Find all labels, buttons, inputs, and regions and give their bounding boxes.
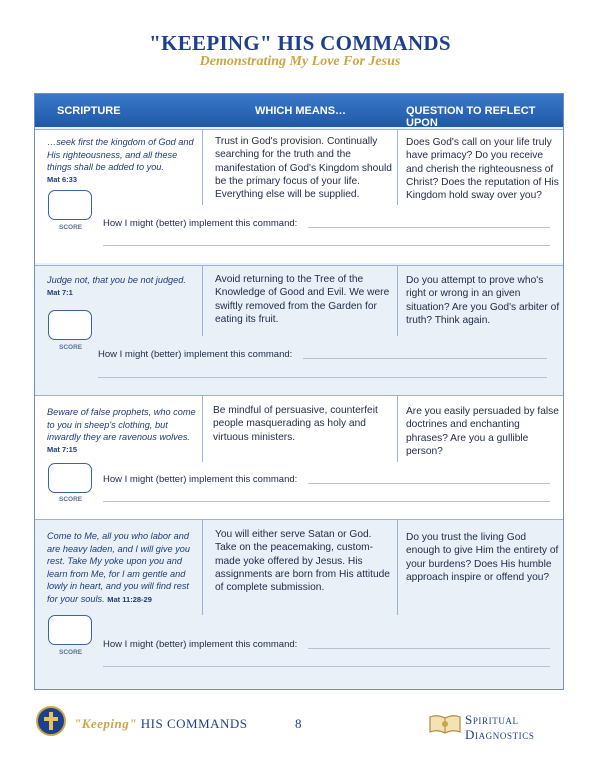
implement-prompt: How I might (better) implement this command: <box>98 349 293 360</box>
score-label: SCORE <box>59 496 83 503</box>
reflection-question: Are you easily persuaded by false doctrines and enchanting phrases? Are you a gullible person? <box>406 406 559 457</box>
commands-table <box>34 93 564 690</box>
implement-answer-line[interactable] <box>303 358 547 359</box>
scripture-text: Judge not, that you be not judged. Mat 7:1 <box>47 274 197 299</box>
column-header-which-means: WHICH MEANS… <box>255 105 347 117</box>
column-header-question: QUESTION TO REFLECT UPON <box>406 105 536 129</box>
page-title: "KEEPING" HIS COMMANDS <box>149 31 451 55</box>
meaning-text: You will either serve Satan or God. Take on the peacemaking, custom-made yoke offered by Jesus. His assignments are born from His attitude of complete submission. <box>215 529 390 594</box>
table-row <box>35 395 563 519</box>
implement-answer-line[interactable] <box>308 227 550 228</box>
column-header-scripture: SCRIPTURE <box>57 105 121 117</box>
score-box[interactable] <box>48 190 92 220</box>
open-book-icon <box>428 713 462 735</box>
score-label: SCORE <box>59 344 83 351</box>
score-box[interactable] <box>48 463 92 493</box>
implement-prompt: How I might (better) implement this command: <box>103 639 298 650</box>
implement-prompt: How I might (better) implement this command: <box>103 474 298 485</box>
scripture-reference: Mat 11:28-29 <box>107 594 152 604</box>
implement-answer-line[interactable] <box>308 648 550 649</box>
footer-title: "Keeping" HIS COMMANDS <box>74 716 248 731</box>
scripture-text: Come to Me, all you who labor and are heavy laden, and I will give you rest. Take My yoke upon you and learn from Me, for I am gentle and lowly in heart, and you will find rest for your souls. Mat 11:28-29 <box>47 531 191 604</box>
scripture-text: Beware of false prophets, who come to you in sheep's clothing, but inwardly they are ravenous wolves. Mat 7:15 <box>47 406 197 456</box>
implement-answer-line[interactable] <box>98 377 547 378</box>
brand-name: Spiritual Diagnostics <box>465 712 535 742</box>
score-box[interactable] <box>48 615 92 645</box>
page-subtitle: Demonstrating My Love For Jesus <box>199 54 401 69</box>
score-box[interactable] <box>48 310 92 340</box>
meaning-text: Trust in God's provision. Continually searching for the truth and the manifestation of God's Kingdom should be the primary focus of your life. Everything else will be supplied. <box>215 136 392 201</box>
implement-answer-line[interactable] <box>103 245 550 246</box>
reflection-question: Do you trust the living God enough to give Him the entirety of your burdens? Does His humble approach inspire or offend you? <box>406 532 559 583</box>
scripture-reference: Mat 7:1 <box>47 287 73 297</box>
table-row <box>35 129 563 263</box>
meaning-text: Be mindful of persuasive, counterfeit people masquerading as holy and virtuous ministers. <box>213 405 378 443</box>
implement-answer-line[interactable] <box>103 501 550 502</box>
score-label: SCORE <box>59 224 83 231</box>
scripture-reference: Mat 6:33 <box>47 174 78 184</box>
table-row <box>35 265 563 395</box>
implement-answer-line[interactable] <box>103 666 550 667</box>
table-row <box>35 519 563 690</box>
scripture-reference: Mat 7:15 <box>47 444 78 454</box>
cross-emblem-icon <box>36 706 66 736</box>
score-label: SCORE <box>59 649 83 656</box>
page-number: 8 <box>295 716 302 731</box>
implement-prompt: How I might (better) implement this command: <box>103 218 298 229</box>
implement-answer-line[interactable] <box>308 483 550 484</box>
meaning-text: Avoid returning to the Tree of the Knowledge of Good and Evil. We were swiftly removed from the Garden for eating its fruit. <box>215 274 390 325</box>
reflection-question: Does God's call on your life truly have primacy? Do you receive and cherish the righteousness of Christ? Does the reputation of His Kingdom hold sway over you? <box>406 137 559 202</box>
table-header <box>35 94 563 127</box>
reflection-question: Do you attempt to prove who's right or wrong in an given situation? Are you God's arbiter of truth? Think again. <box>406 275 560 326</box>
scripture-text: …seek first the kingdom of God and His righteousness, and all these things shall be added to you. Mat 6:33 <box>47 136 197 186</box>
